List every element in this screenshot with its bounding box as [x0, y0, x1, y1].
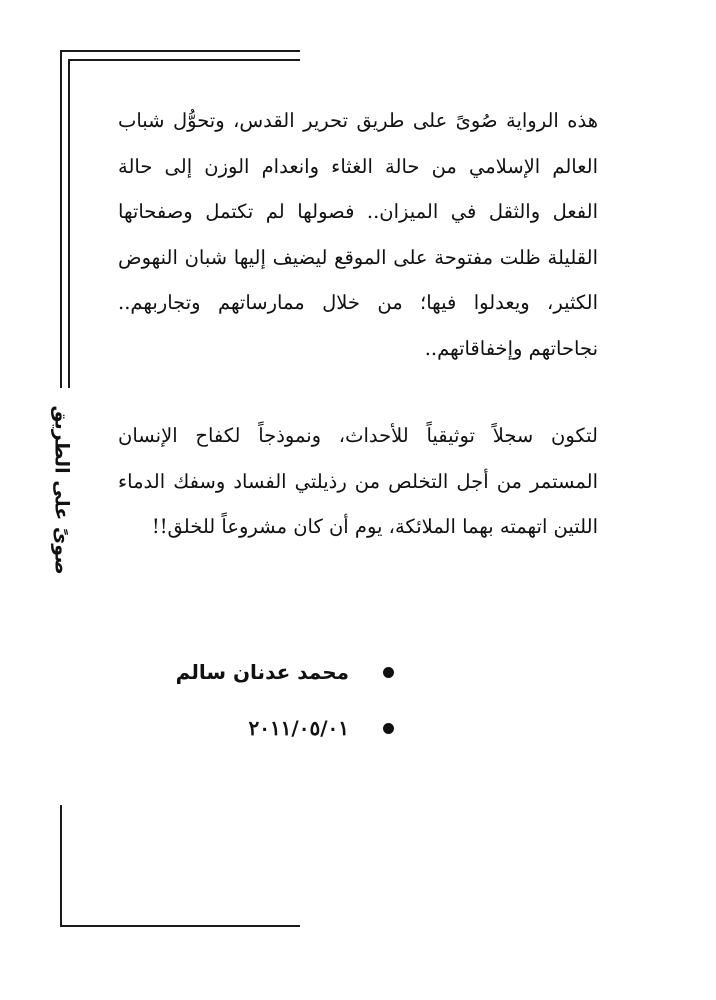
author-line: [176, 660, 394, 684]
bottom-frame-horizontal: [60, 925, 300, 927]
date-line: [248, 716, 394, 740]
top-frame-outer-vertical: [60, 50, 62, 388]
top-frame-inner-horizontal: [68, 59, 300, 61]
spine-title: [22, 400, 102, 580]
bottom-frame-vertical: [60, 805, 62, 927]
spine-title-text: صوىً على الطريق: [51, 405, 74, 575]
bullet-icon: [383, 667, 394, 678]
bullet-icon: [383, 723, 394, 734]
author-name: محمد عدنان سالم: [175, 660, 349, 684]
paragraph-1: هذه الرواية صُوىً على طريق تحرير القدس، وتحوُّل شباب العالم الإسلامي من حالة الغثاء وانعدام الوزن إلى حالة الفعل والثقل في الميزان.. فصولها لم تكتمل وصفحاتها القليلة ظلت مفتوحة على الموقع ليضيف إليها شبان النهوض الكثير، ويعدلوا فيها؛ من خلال ممارساتهم وتجاربهم.. نجاحاتهم وإخفاقاتهم..: [118, 109, 598, 360]
date-text: ٢٠١١/٠٥/٠١: [248, 716, 349, 740]
top-frame-inner-vertical: [68, 59, 70, 388]
top-frame-outer-horizontal: [60, 50, 300, 52]
paragraph-2: لتكون سجلاً توثيقياً للأحداث، ونموذجاً لكفاح الإنسان المستمر من أجل التخلص من رذيلتي الفساد وسفك الدماء اللتين اتهمته بهما الملائكة، يوم أن كان مشروعاً للخلق!!: [118, 424, 598, 538]
